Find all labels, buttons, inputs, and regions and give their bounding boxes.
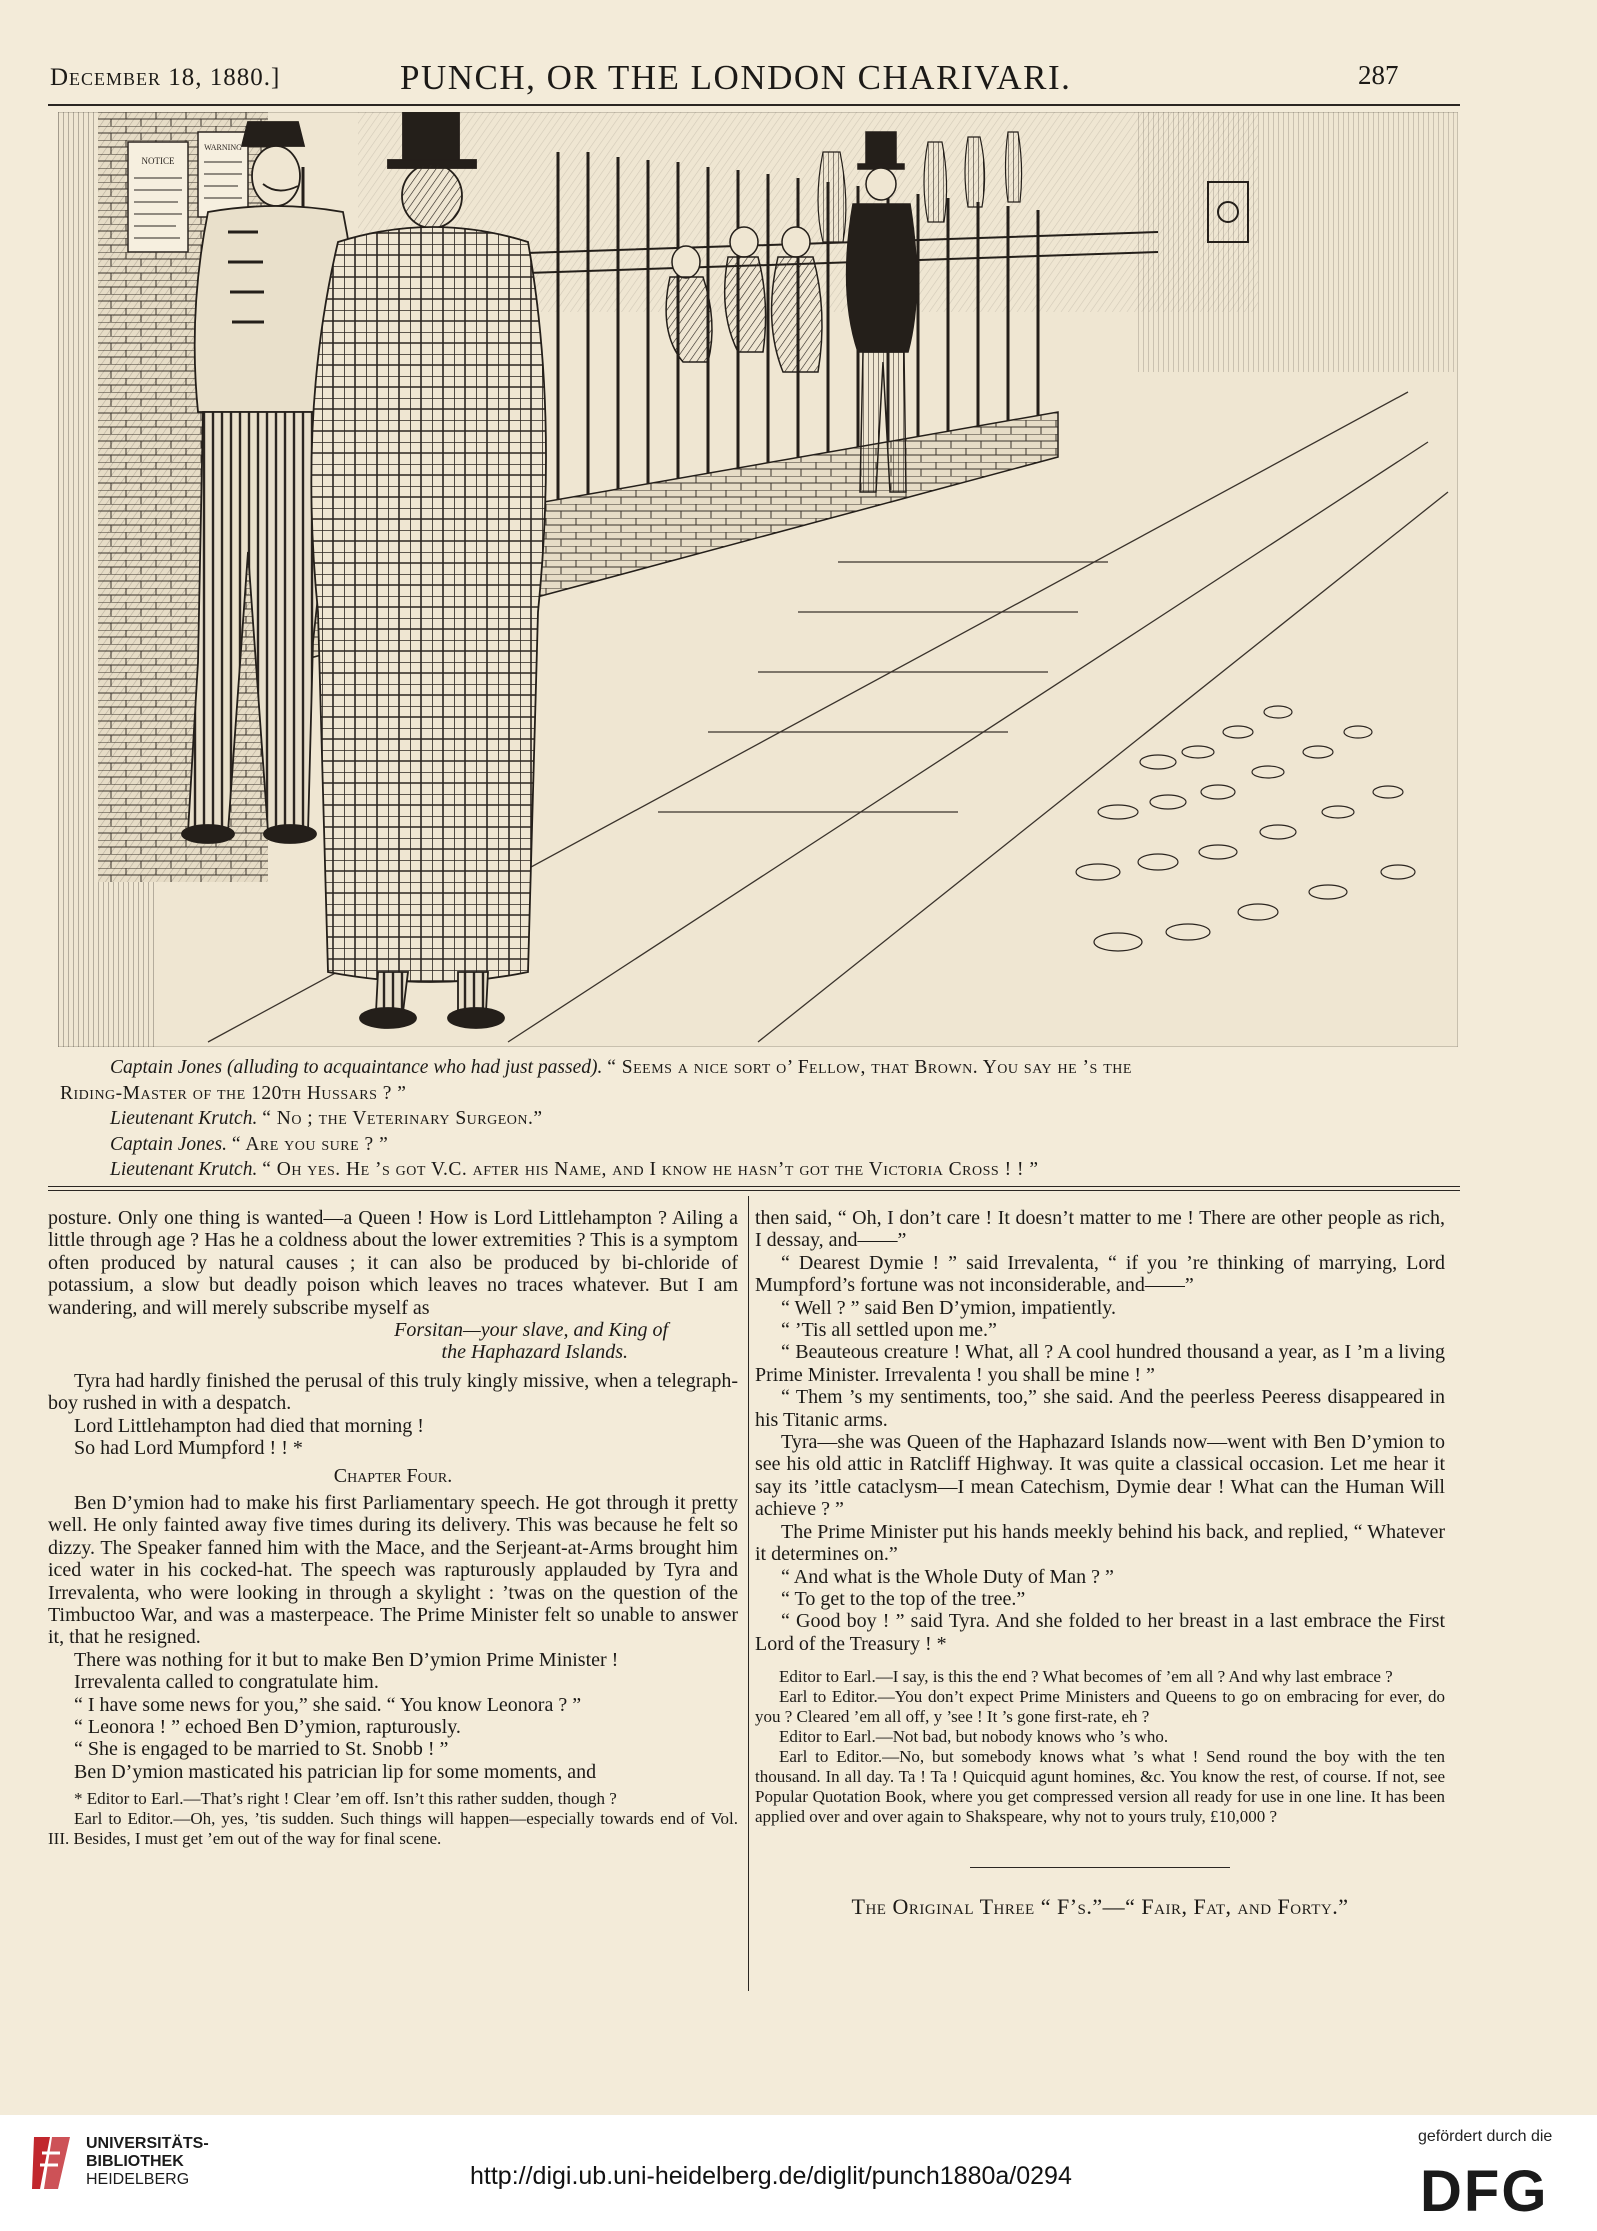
paragraph: “ And what is the Whole Duty of Man ? ” — [781, 1565, 1114, 1588]
paragraph: There was nothing for it but to make Ben D’ymion Prime Minister ! — [74, 1648, 619, 1671]
uni-line: HEIDELBERG — [86, 2171, 190, 2188]
note-line: Editor to Earl.—I say, is this the end ? What becomes of ’em all ? And why last embrace ? — [779, 1667, 1393, 1687]
poster-text: WARNING — [204, 143, 242, 152]
caption-speaker-1: Captain Jones — [110, 1057, 223, 1078]
closing-rule — [970, 1867, 1230, 1868]
journal-title: PUNCH, OR THE LONDON CHARIVARI. — [400, 58, 1072, 97]
caption-speaker-4: Lieutenant Krutch. — [110, 1159, 258, 1180]
caption-speaker-2: Lieutenant Krutch. — [110, 1108, 258, 1129]
dfg-text: DFG — [1420, 2159, 1549, 2217]
university-logo-icon — [30, 2133, 74, 2193]
uni-line: BIBLIOTHEK — [86, 2153, 184, 2170]
paragraph: Ben D’ymion masticated his patrician lip for some moments, and — [74, 1760, 597, 1783]
column-rule — [748, 1196, 749, 1991]
paragraph: So had Lord Mumpford ! ! * — [74, 1437, 303, 1460]
caption-aside: (alluding to acquaintance who had just passed). — [227, 1057, 603, 1078]
notice-text: NOTICE — [141, 156, 175, 166]
header-rule — [48, 104, 1460, 106]
source-url-link[interactable]: http://digi.ub.uni-heidelberg.de/diglit/punch1880a/0294 — [470, 2162, 1072, 2190]
note-line: Earl to Editor.—No, but somebody knows what ’s what ! Send round the boy with the ten thousand. In all day. Ta ! Ta ! Quicquid agunt homines, &c. You know the rest, of course. If not, see Popular Quotation Book, where you get compressed version all ready for use in one line. It has been applied over and over again to Shakspeare, why not to yours truly, £10,000 ? — [755, 1747, 1445, 1827]
issue-date: December 18, 1880.] — [50, 64, 281, 91]
paragraph: “ I have some news for you,” she said. “ You know Leonora ? ” — [74, 1693, 582, 1716]
paragraph: “ Them ’s my sentiments, too,” she said. And the peerless Peeress disappeared in his Titanic arms. — [755, 1386, 1445, 1431]
funded-by-label: gefördert durch die — [1418, 2128, 1553, 2145]
cartoon-caption — [60, 1055, 1452, 1183]
dfg-logo — [1420, 2159, 1570, 2217]
paragraph: “ Leonora ! ” echoed Ben D’ymion, rapturously. — [74, 1715, 461, 1738]
paragraph: Tyra had hardly finished the perusal of this truly kingly missive, when a telegraph-boy rushed in with a despatch. — [48, 1369, 738, 1415]
caption-rule-bottom — [48, 1190, 1460, 1191]
signature-line: the Haphazard Islands. — [441, 1341, 628, 1364]
paragraph: Ben D’ymion had to make his first Parliamentary speech. He got through it pretty well. He only fainted away five times during its delivery. This was because he felt so dizzy. The Speaker fanned him with the Mace, and the Serjeant-at-Arms brought him iced water in his cocked-hat. The speech was rapturously applauded by Tyra and Irrevalenta, who were looking in through a skylight : ’twas on the question of the Timbuctoo War, and was a masterpeace. The Prime Minister felt so unable to answer it, that he resigned. — [48, 1491, 738, 1649]
paragraph: posture. Only one thing is wanted—a Queen ! How is Lord Littlehampton ? Ailing a little through age ? Has he a coldness about the lower extremities ? This is a symptom often produced by natural causes ; it can also be produced by bi-chloride of potassium, a slow but deadly poison which leaves no traces whatever. But I am wandering, and will merely subscribe myself as — [48, 1207, 738, 1319]
paragraph: The Prime Minister put his hands meekly behind his back, and replied, “ Whatever it determines on.” — [755, 1520, 1445, 1566]
caption-line-1: “ Seems a nice sort o’ Fellow, that Brown. You say he ’s the — [607, 1057, 1132, 1078]
paragraph: “ Beauteous creature ! What, all ? A cool hundred thousand a year, as I ’m a living Prime Minister. Irrevalenta ! you shall be mine ! ” — [755, 1341, 1445, 1386]
left-column — [48, 1207, 738, 1849]
right-column — [755, 1207, 1445, 1919]
paragraph: “ Well ? ” said Ben D’ymion, impatiently. — [781, 1296, 1116, 1319]
caption-line-4: “ Are you sure ? ” — [231, 1133, 389, 1155]
paragraph: then said, “ Oh, I don’t care ! It doesn’t matter to me ! There are other people as rich, I dessay, and——” — [755, 1207, 1445, 1252]
uni-line: UNIVERSITÄTS- — [86, 2135, 209, 2152]
footnote-line: * Editor to Earl.—That’s right ! Clear ’em off. Isn’t this rather sudden, though ? — [74, 1789, 617, 1809]
editor-notes — [755, 1667, 1445, 1827]
paragraph: Irrevalenta called to congratulate him. — [74, 1671, 379, 1694]
closing-quip: The Original Three “ F’s.”—“ Fair, Fat, and Forty.” — [851, 1894, 1349, 1920]
footnote-line: Earl to Editor.—Oh, yes, ’tis sudden. Such things will happen—especially towards end of Vol. III. Besides, I must get ’em out of the way for final scene. — [48, 1809, 738, 1849]
footnote — [48, 1789, 738, 1849]
caption-line-3: “ No ; the Veterinary Surgeon.” — [262, 1108, 543, 1129]
caption-rule-top — [48, 1186, 1460, 1187]
caption-line-2: Riding-Master of the 120th Hussars ? ” — [60, 1082, 407, 1104]
digitization-footer — [0, 2115, 1597, 2231]
page-number: 287 — [1358, 60, 1399, 90]
paragraph: Tyra—she was Queen of the Haphazard Islands now—went with Ben D’ymion to see his old attic in Ratcliff Highway. It was quite a classical occasion. Let me hear it say its ’ittle cataclysm—I mean Catechism, Dymie dear ! What can the Human Will achieve ? ” — [755, 1431, 1445, 1521]
paragraph: Lord Littlehampton had died that morning ! — [74, 1414, 424, 1437]
paragraph: “ Dearest Dymie ! ” said Irrevalenta, “ if you ’re thinking of marrying, Lord Mumpford’s fortune was not inconsiderable, and——” — [755, 1251, 1445, 1297]
caption-speaker-3: Captain Jones. — [110, 1133, 227, 1155]
paragraph: “ She is engaged to be married to St. Snobb ! ” — [74, 1738, 449, 1761]
paragraph: “ Good boy ! ” said Tyra. And she folded to her breast in a last embrace the First Lord of the Treasury ! * — [755, 1610, 1445, 1655]
note-line: Earl to Editor.—You don’t expect Prime Ministers and Queens to go on embracing for ever, do you ? Cleared ’em all off, y ’see ! It ’s gone first-rate, eh ? — [755, 1687, 1445, 1727]
university-name — [86, 2135, 209, 2189]
caption-line-5: “ Oh yes. He ’s got V.C. after his Name, and I know he hasn’t got the Victoria Cross ! ! ” — [262, 1159, 1039, 1180]
signature-line: Forsitan—your slave, and King of — [394, 1319, 668, 1342]
paragraph: “ To get to the top of the tree.” — [781, 1587, 1026, 1610]
cartoon-engraving — [58, 112, 1458, 1047]
paragraph: “ ’Tis all settled upon me.” — [781, 1319, 997, 1342]
note-line: Editor to Earl.—Not bad, but nobody knows who ’s who. — [779, 1727, 1169, 1747]
chapter-heading: Chapter Four. — [333, 1465, 453, 1488]
